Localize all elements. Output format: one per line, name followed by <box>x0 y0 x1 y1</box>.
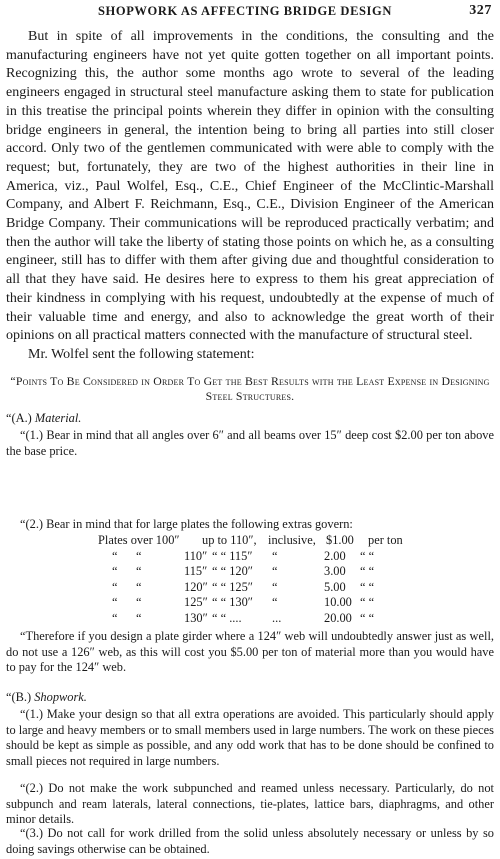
extras-cell: “ “ 125″ <box>212 579 253 594</box>
extras-cell: “ “ 130″ <box>212 595 253 610</box>
extras-cell: “ “ <box>360 579 375 594</box>
plate-extras-table <box>98 533 418 627</box>
section-a-label <box>6 411 81 427</box>
extras-cell: Plates over 100″ <box>98 533 180 547</box>
extras-cell: “ <box>112 595 118 610</box>
extras-row <box>98 611 418 627</box>
extras-cell: 125″ <box>184 595 208 610</box>
extras-cell: “ <box>272 564 278 579</box>
extras-cell: “ <box>136 579 142 594</box>
extras-cell: “ “ 120″ <box>212 564 253 579</box>
extras-cell: “ <box>112 548 118 563</box>
lead-in-sentence: Mr. Wolfel sent the following statement: <box>28 347 255 362</box>
extras-cell: 3.00 <box>324 564 346 579</box>
extras-cell: “ <box>112 564 118 579</box>
extras-cell: per ton <box>368 533 403 547</box>
extras-cell: 120″ <box>184 579 208 594</box>
section-a-item-1: “(1.) Bear in mind that all angles over 6″ and all beams over 15″ deep cost $2.00 per ton above the base price. <box>6 428 494 458</box>
extras-cell: inclusive, <box>268 533 316 547</box>
running-head-title: SHOPWORK AS AFFECTING BRIDGE DESIGN <box>98 4 392 18</box>
extras-row <box>98 549 418 565</box>
extras-cell: 10.00 <box>324 595 352 610</box>
extras-cell: “ <box>112 579 118 594</box>
section-b-label <box>6 690 87 706</box>
extras-cell: “ “ 115″ <box>212 548 253 563</box>
section-b-item-1: “(1.) Make your design so that all extra operations are avoided. This particularly should apply to large and heavy members or to small members used in large numbers. The work on these pieces should be kept as simple as possible, and any odd work that has to be done should be confined to small pieces not required in large numbers. <box>6 707 494 769</box>
extras-row <box>98 533 418 549</box>
extras-cell: “ <box>136 548 142 563</box>
extras-cell: 115″ <box>184 564 208 579</box>
extras-cell: “ “ .... <box>212 610 242 625</box>
section-b-item-2: “(2.) Do not make the work subpunched and reamed unless necessary. Particularly, do not subpunch and ream laterals, lateral connections, tie-plates, lattice bars, diaphragms, and other minor details. <box>6 781 494 827</box>
statement-heading: “Points To Be Considered in Order To Get the Best Results with the Least Expense in Designing Steel Structures. <box>10 374 490 403</box>
extras-cell: 2.00 <box>324 548 346 563</box>
section-a-prefix: “(A.) <box>6 411 32 425</box>
section-b-prefix: “(B.) <box>6 690 32 704</box>
extras-cell: $1.00 <box>326 533 354 547</box>
extras-cell: 110″ <box>184 548 208 563</box>
extras-cell: “ “ <box>360 548 375 563</box>
extras-cell: ... <box>272 610 282 625</box>
extras-cell: up to 110″, <box>202 533 257 547</box>
section-a-title: Material. <box>34 411 82 425</box>
extras-cell: “ “ <box>360 595 375 610</box>
section-a-therefore: “Therefore if you design a plate girder where a 124″ web will undoubtedly answer just as well, do not use a 126″ web, as this will cost you $5.00 per ton of material more than you would have to pay for the 124″ web. <box>6 629 494 675</box>
extras-row <box>98 595 418 611</box>
intro-paragraph: But in spite of all improvements in the conditions, the consulting and the manufacturing engineers have not yet quite gotten together on all important points. Recognizing this, the author some months ago wrote to several of the leading engineers engaged in structural steel manufacture asking them to state for publication in this treatise the principal points wherein they differ in opinion with the consulting bridge engineers in general, the intention being to bring all parties into still closer accord. Only two of the gentlemen communicated with were able to comply with the request; but, fortunately, they are two of the highest authorities in their line in America, viz., Paul Wolfel, Esq., C.E., Chief Engineer of the McClintic-Marshall Company, and Albert F. Reichmann, Esq., C.E., Division Engineer of the American Bridge Company. Their communications will be reproduced practically verbatim; and then the author will take the liberty of stating those points on which he, as a consulting engineer, still has to differ with them after giving due and thoughtful consideration to all that they have said. He desires here to express to them his great appreciation of their kindness in complying with his request, undoubtedly at the expense of much of their valuable time and energy, and also to acknowledge the great worth of their opinions on all practical matters connected with the manufacture of structural steel. <box>6 29 494 344</box>
extras-cell: “ <box>272 579 278 594</box>
extras-row <box>98 580 418 596</box>
extras-cell: “ “ <box>360 610 375 625</box>
page-number: 327 <box>469 3 492 18</box>
extras-cell: “ <box>136 595 142 610</box>
extras-cell: 5.00 <box>324 579 346 594</box>
extras-cell: 20.00 <box>324 610 352 625</box>
section-a-item-2: “(2.) Bear in mind that for large plates the following extras govern: <box>20 517 353 531</box>
extras-cell: “ “ <box>360 564 375 579</box>
extras-cell: “ <box>272 548 278 563</box>
extras-cell: “ <box>272 595 278 610</box>
section-b-title: Shopwork. <box>34 690 87 704</box>
extras-cell: “ <box>112 610 118 625</box>
extras-cell: 130″ <box>184 610 208 625</box>
section-b-item-3: “(3.) Do not call for work drilled from the solid unless absolutely necessary or unless by so doing savings otherwise can be obtained. <box>6 826 494 856</box>
extras-cell: “ <box>136 564 142 579</box>
extras-cell: “ <box>136 610 142 625</box>
extras-row <box>98 564 418 580</box>
